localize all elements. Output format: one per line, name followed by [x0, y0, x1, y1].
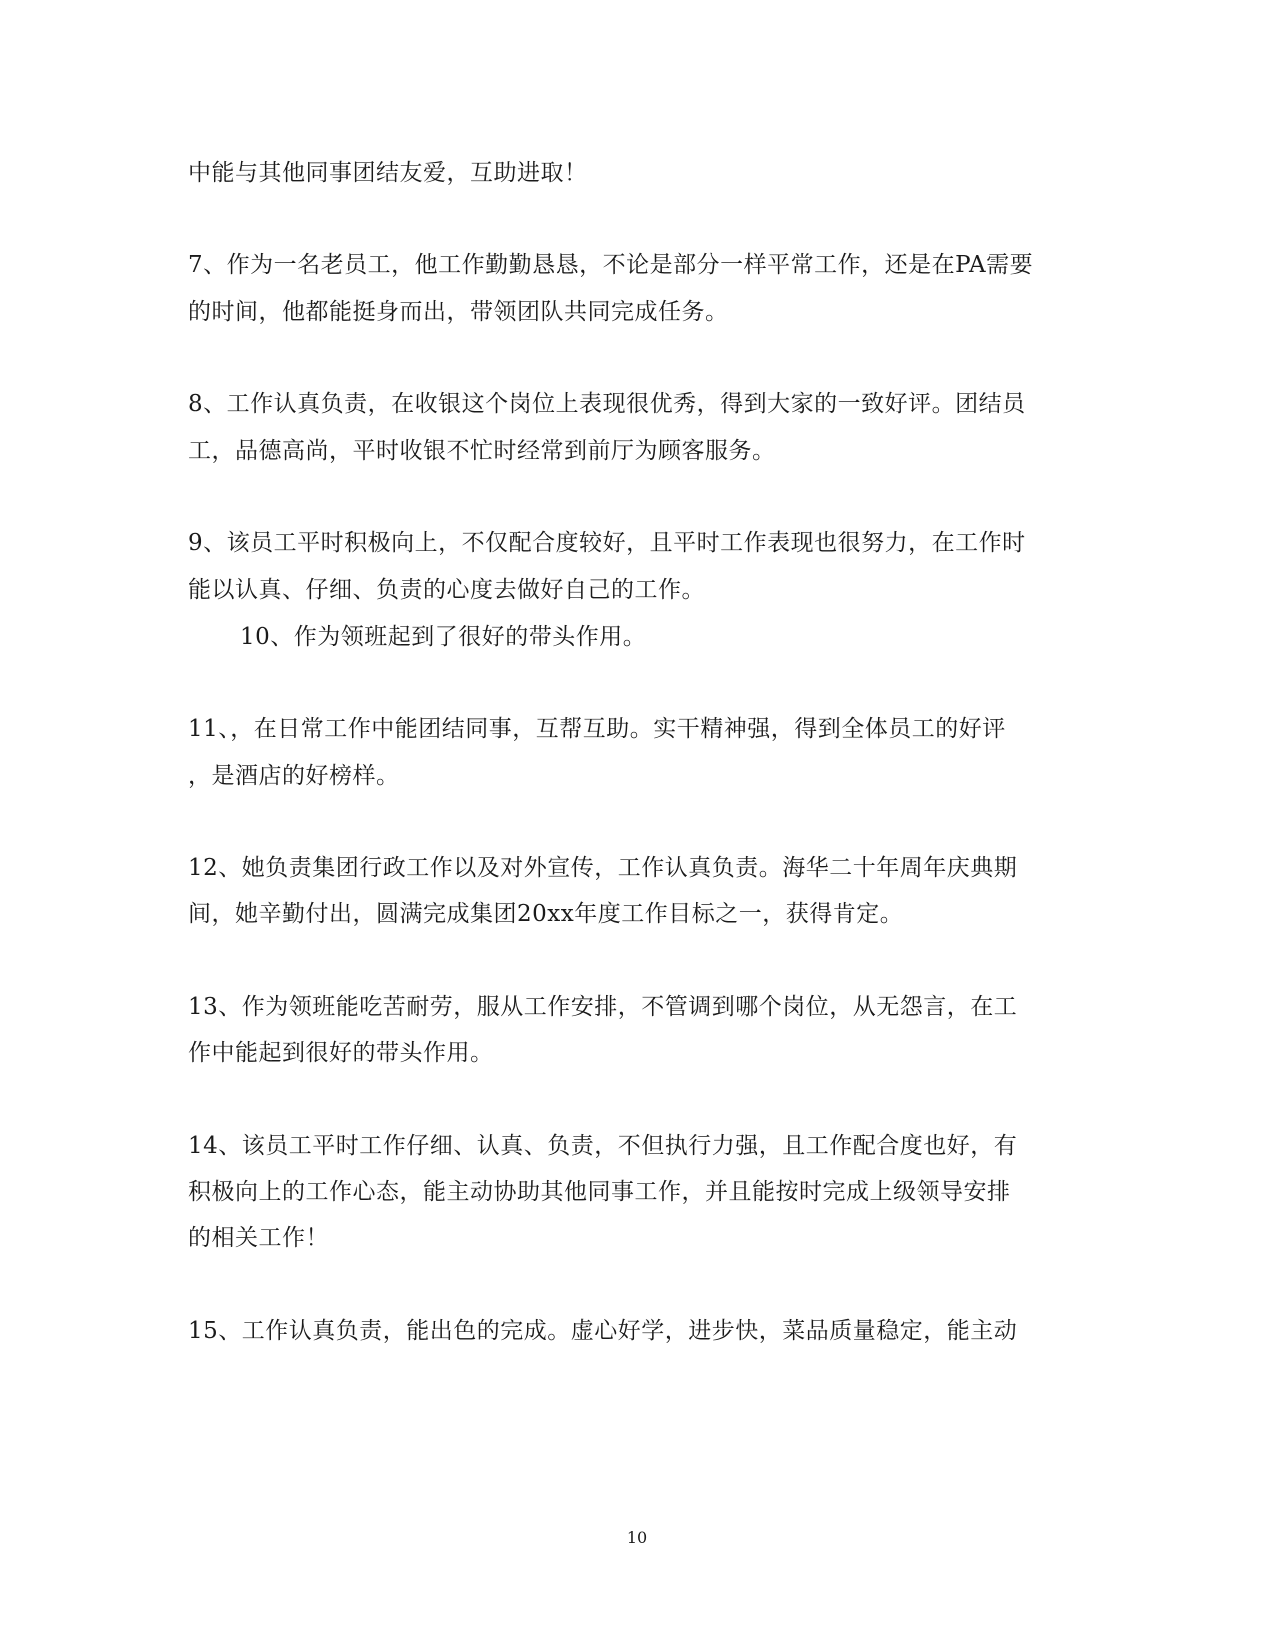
- text-line: 12、她负责集团行政工作以及对外宣传，工作认真负责。海华二十年周年庆典期: [188, 855, 1018, 881]
- text-line: ，是酒店的好榜样。: [188, 763, 400, 789]
- text-line: 能以认真、仔细、负责的心度去做好自己的工作。: [188, 577, 705, 603]
- text-line: 13、作为领班能吃苦耐劳，服从工作安排，不管调到哪个岗位，从无怨言，在工: [188, 994, 1018, 1020]
- text-line: 的相关工作！: [188, 1225, 329, 1251]
- text-line: 10、作为领班起到了很好的带头作用。: [240, 624, 647, 650]
- text-line: 14、该员工平时工作仔细、认真、负责，不但执行力强，且工作配合度也好，有: [188, 1133, 1018, 1159]
- page-number: 10: [626, 1528, 648, 1547]
- text-line: 15、工作认真负责，能出色的完成。虚心好学，进步快，菜品质量稳定，能主动: [188, 1318, 1018, 1344]
- text-line: 8、工作认真负责，在收银这个岗位上表现很优秀，得到大家的一致好评。团结员: [188, 391, 1026, 417]
- text-line: 积极向上的工作心态，能主动协助其他同事工作，并且能按时完成上级领导安排: [188, 1179, 1011, 1205]
- text-line: 工，品德高尚，平时收银不忙时经常到前厅为顾客服务。: [188, 438, 776, 464]
- text-line: 作中能起到很好的带头作用。: [188, 1040, 494, 1066]
- text-line: 9、该员工平时积极向上，不仅配合度较好，且平时工作表现也很努力，在工作时: [188, 530, 1026, 556]
- text-line: 的时间，他都能挺身而出，带领团队共同完成任务。: [188, 299, 729, 325]
- text-line: 间，她辛勤付出，圆满完成集团20xx年度工作目标之一，获得肯定。: [188, 901, 904, 927]
- text-line: 11、，在日常工作中能团结同事，互帮互助。实干精神强，得到全体员工的好评: [188, 716, 1006, 742]
- text-line: 7、作为一名老员工，他工作勤勤恳恳，不论是部分一样平常工作，还是在PA需要: [188, 252, 1034, 278]
- text-line: 中能与其他同事团结友爱，互助进取！: [188, 160, 588, 186]
